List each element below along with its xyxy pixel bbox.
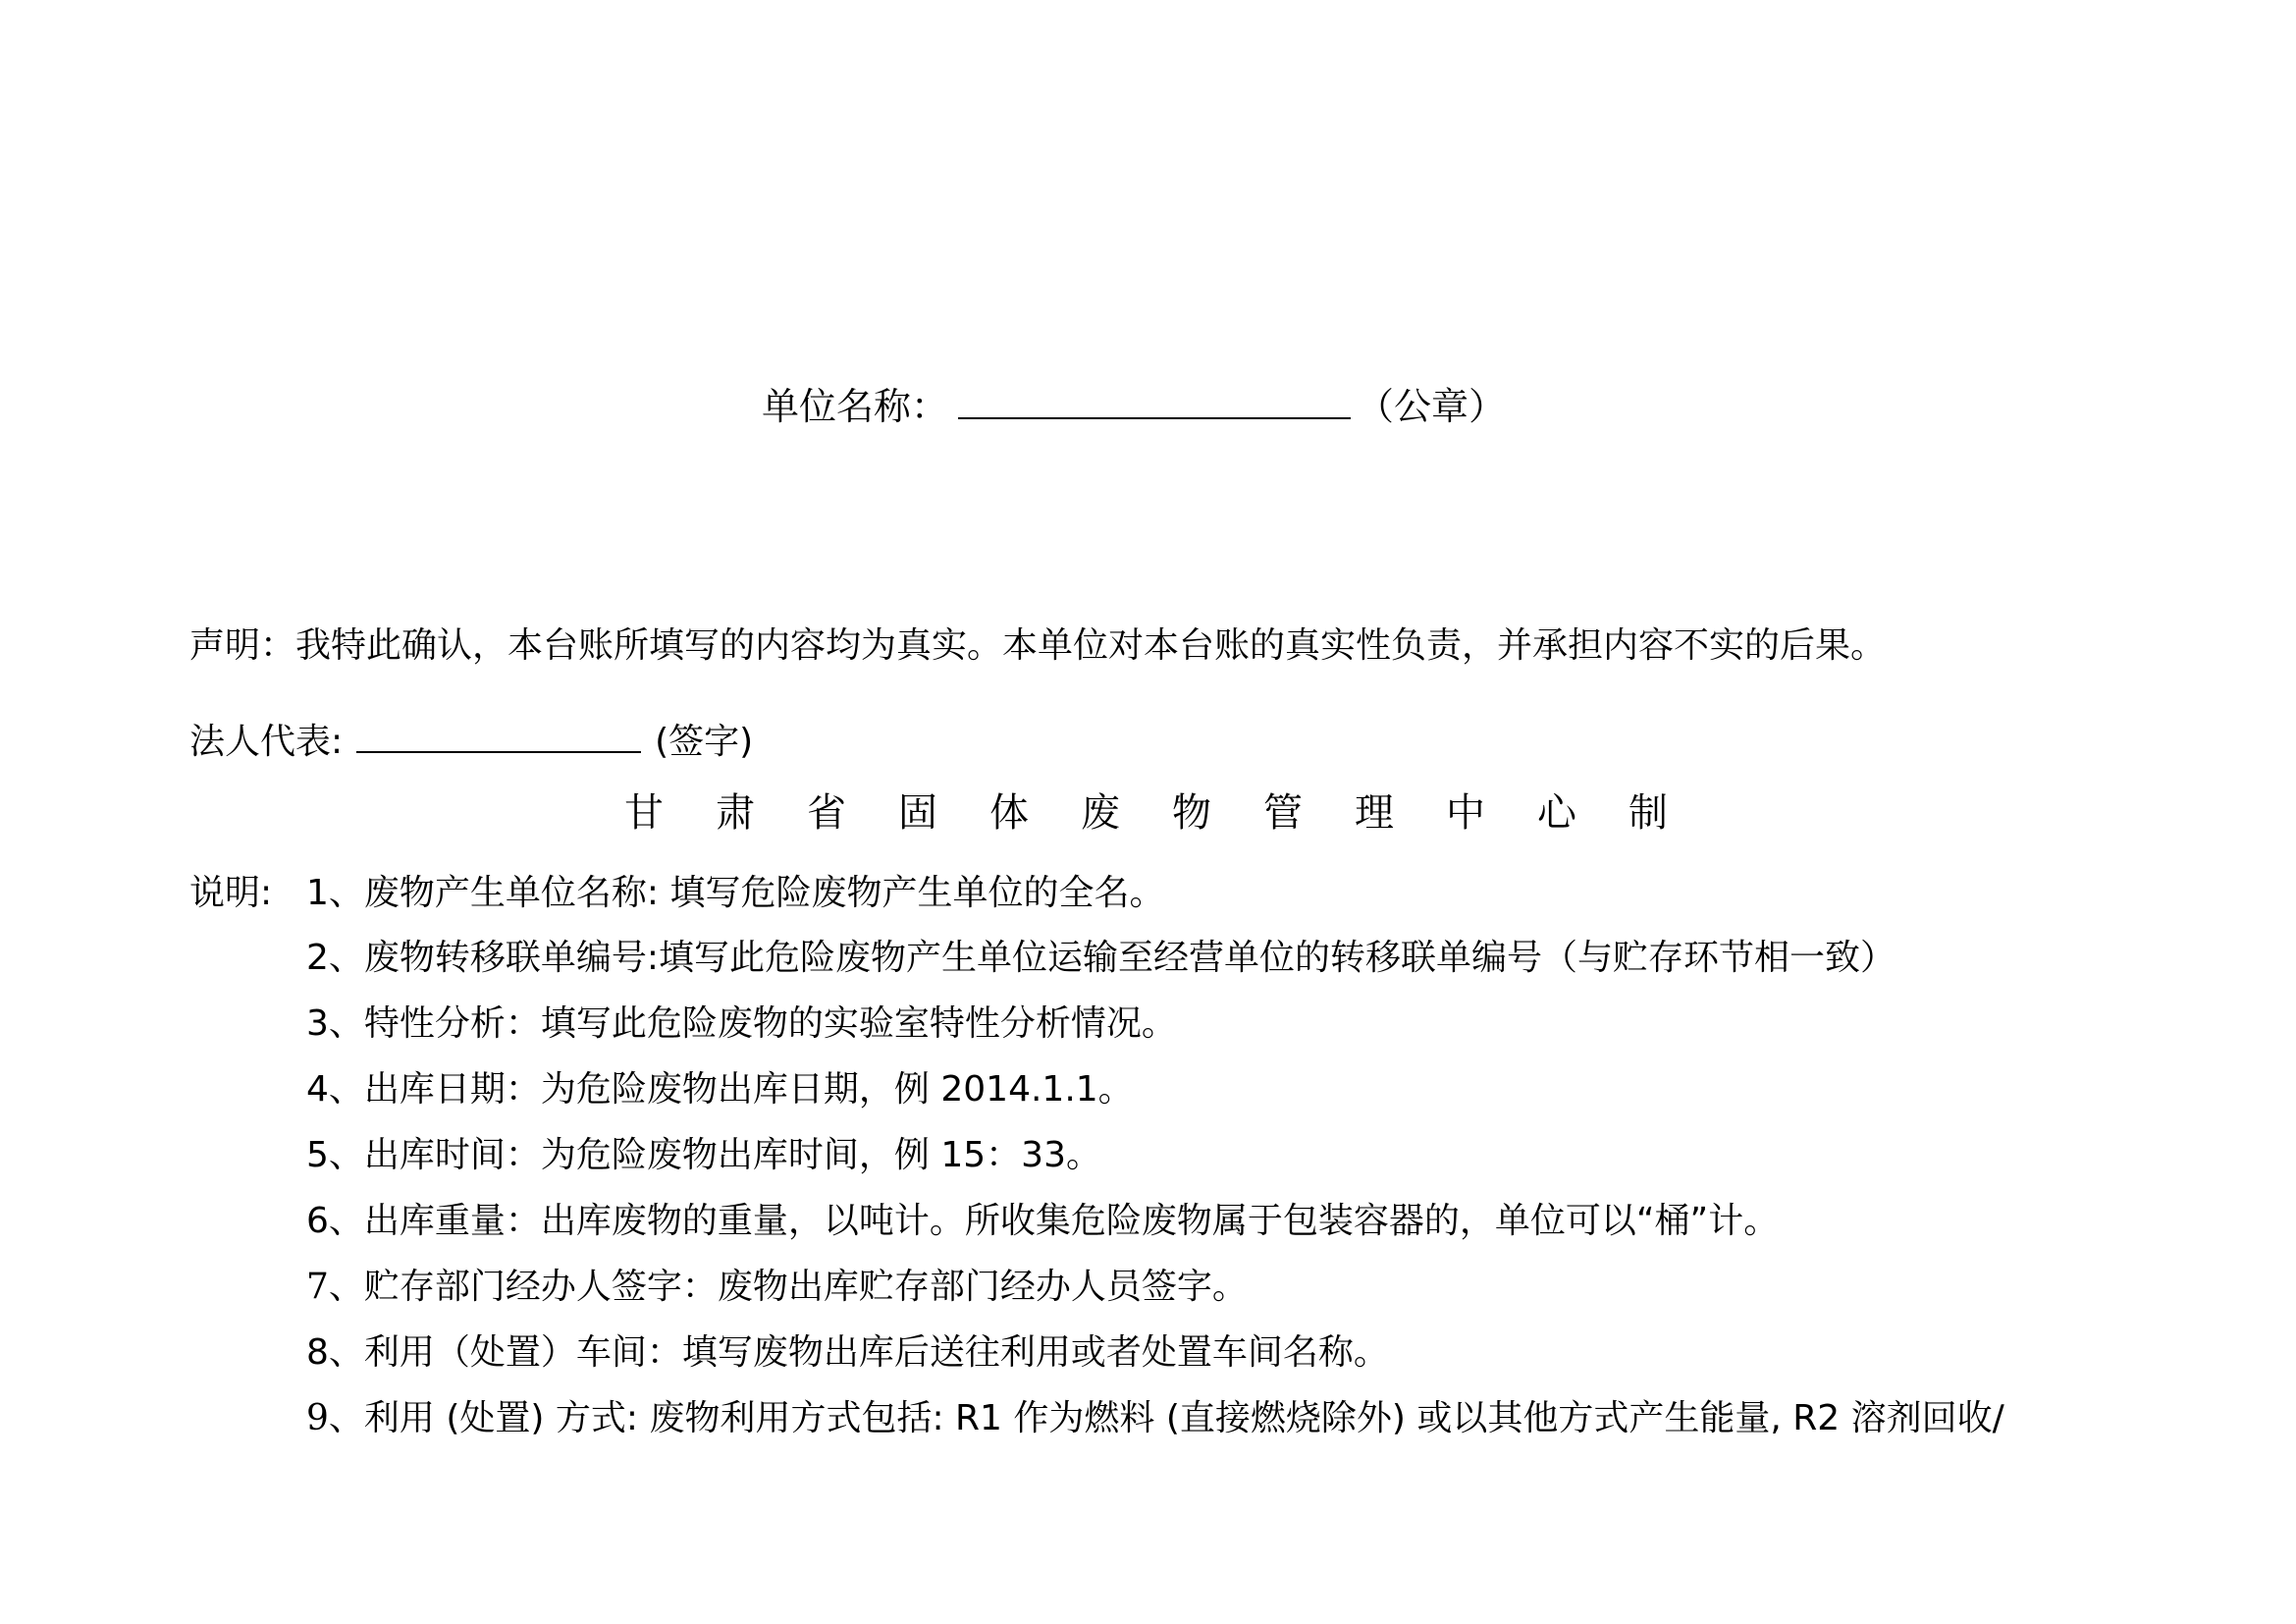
unit-name-blank[interactable] xyxy=(958,388,1351,419)
note-item xyxy=(306,1200,1779,1243)
note-item xyxy=(306,1397,2004,1440)
note-text: 、废物转移联单编号:填写此危险废物产生单位运输至经营单位的转移联单编号（与贮存环节相一致） xyxy=(328,938,1896,978)
note-text: 、出库时间：为危险废物出库时间，例 15：33。 xyxy=(328,1135,1101,1175)
declaration-text: 声明：我特此确认，本台账所填写的内容均为真实。本单位对本台账的真实性负责，并承担内容不实的后果。 xyxy=(189,625,1887,666)
issuer-text: 甘肃省固体废物管理中心制 xyxy=(624,790,1720,836)
note-number: 4 xyxy=(306,1069,329,1110)
note-item xyxy=(306,1331,1389,1375)
unit-name-label: 单位名称： xyxy=(762,385,949,428)
note-item xyxy=(306,937,1896,980)
note-number: 8 xyxy=(306,1332,329,1373)
notes-label: 说明: xyxy=(189,873,273,913)
note-text: 、利用 (处置) 方式: 废物利用方式包括: R1 作为燃料 (直接燃烧除外) 或以其他方式产生能量, R2 溶剂回收/ xyxy=(328,1398,2004,1438)
note-number: 1 xyxy=(306,873,329,913)
note-number: 2 xyxy=(306,938,329,978)
note-item xyxy=(306,1002,1177,1046)
note-item xyxy=(306,872,1164,915)
note-text: 、特性分析：填写此危险废物的实验室特性分析情况。 xyxy=(328,1003,1177,1044)
note-item xyxy=(306,1068,1134,1111)
note-text: 、贮存部门经办人签字：废物出库贮存部门经办人员签字。 xyxy=(328,1267,1248,1307)
note-number: 5 xyxy=(306,1135,329,1175)
note-number: 7 xyxy=(306,1267,329,1307)
legal-rep-label: 法人代表: xyxy=(189,722,344,762)
note-text: 、废物产生单位名称: 填写危险废物产生单位的全名。 xyxy=(328,873,1165,913)
note-text: 、出库重量：出库废物的重量，以吨计。所收集危险废物属于包装容器的，单位可以“桶”计。 xyxy=(328,1201,1780,1241)
note-number: 3 xyxy=(306,1003,329,1044)
note-text: 、利用（处置）车间：填写废物出库后送往利用或者处置车间名称。 xyxy=(328,1332,1389,1373)
unit-seal-label: （公章） xyxy=(1357,385,1507,428)
legal-rep-signature-blank[interactable] xyxy=(356,724,641,753)
legal-rep-line xyxy=(189,721,753,764)
note-item xyxy=(306,1134,1101,1177)
unit-name-line xyxy=(762,385,1506,428)
note-number: 9 xyxy=(306,1398,329,1438)
note-text: 、出库日期：为危险废物出库日期，例 2014.1.1。 xyxy=(328,1069,1134,1110)
note-number: 6 xyxy=(306,1201,329,1241)
legal-rep-sign-label: (签字) xyxy=(655,722,754,762)
note-item xyxy=(306,1266,1248,1309)
